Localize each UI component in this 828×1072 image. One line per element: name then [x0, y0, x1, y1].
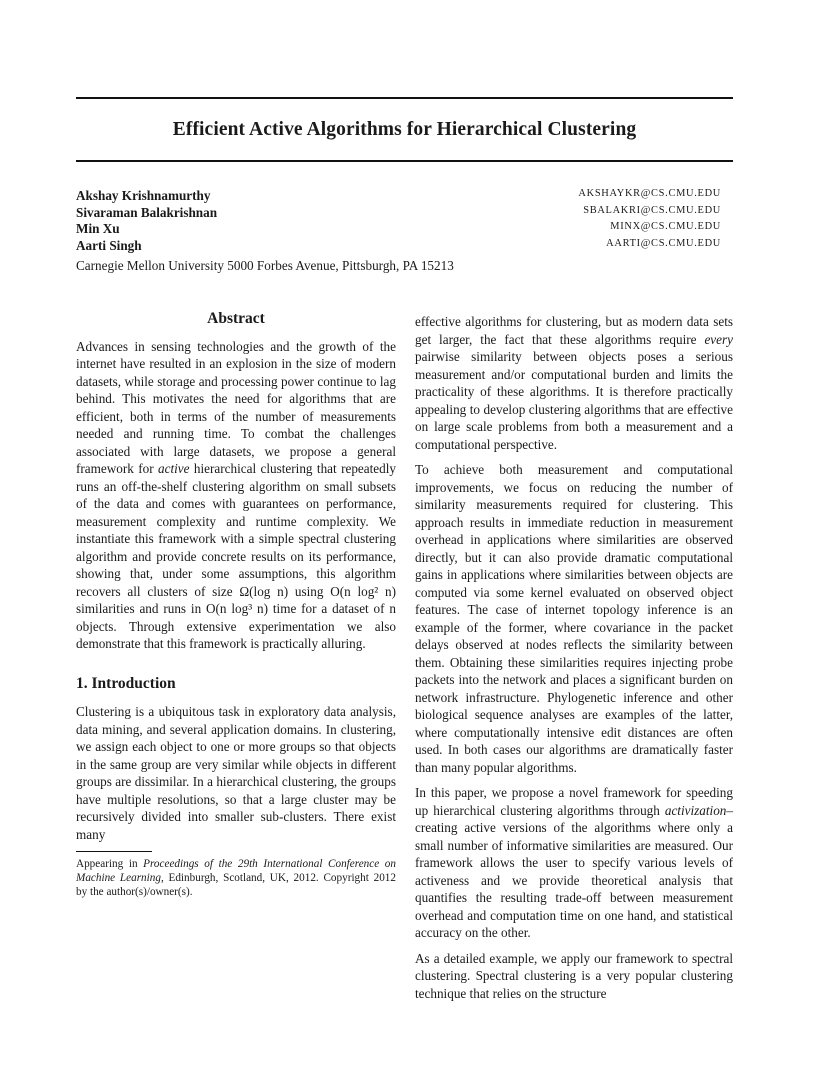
- abstract-heading: Abstract: [207, 310, 265, 327]
- footnote-proceedings: Appearing in Proceedings of the 29th International Conference on Machine Learning, Edinburgh, Scotland, UK, 2012. Copyright 2012 by the author(s)/owner(s).: [76, 858, 396, 898]
- author-name: Aarti Singh: [76, 237, 142, 253]
- paper-title: Efficient Active Algorithms for Hierarchical Clustering: [172, 119, 637, 140]
- author-row: [76, 188, 733, 205]
- body-paragraph: To achieve both measurement and computational improvements, we focus on reducing the number of similarity measurements required for clustering. This approach results in immediate reduction in measurement overhead in applications where similarities are observed directly, but it can also provide dramatic computational gains in applications where similarities between objects are computed via some kernel evaluated on observed object features. The case of internet topology inference is an example of the former, where covariance in the packet delays observed at nodes reflects the similarity between them. Obtaining these similarities requires injecting probe packets into the network and places a significant burden on network infrastructure. Phylogenetic inference and other biological sequence analyses are examples of the latter, where computationally intensive edit distances are often used. In both cases our algorithms are dramatically faster than many popular algorithms.: [415, 462, 733, 775]
- section-heading-introduction: 1. Introduction: [76, 674, 176, 692]
- author-name: Akshay Krishnamurthy: [76, 188, 211, 203]
- author-name: Min Xu: [76, 221, 120, 236]
- author-row: [76, 221, 733, 238]
- body-paragraph: effective algorithms for clustering, but as modern data sets get larger, the fact that these algorithms require every pairwise similarity between objects poses a serious measurement and/or computational burden and limits the practicality of these algorithms. It is therefore practically appealing to develop clustering algorithms that are effective on large scale problems from both a measurement and a computational perspective.: [415, 314, 733, 452]
- top-rule: [76, 97, 733, 99]
- footnote-rule: [76, 851, 152, 852]
- affiliation: Carnegie Mellon University 5000 Forbes Avenue, Pittsburgh, PA 15213: [76, 258, 454, 273]
- author-list: [76, 188, 733, 254]
- right-column: [415, 313, 733, 1010]
- author-email: MINX@CS.CMU.EDU: [610, 221, 721, 232]
- author-email: AKSHAYKR@CS.CMU.EDU: [578, 188, 721, 199]
- intro-paragraph: Clustering is a ubiquitous task in exploratory data analysis, data mining, and several application domains. In clustering, we assign each object to one or more groups so that objects in the same group are very similar while objects in different groups are dissimilar. In a hierarchical clustering, the groups have multiple resolutions, so that a large cluster may be recursively divided into smaller sub-clusters. There exist many: [76, 704, 396, 842]
- left-column: [76, 310, 396, 899]
- body-paragraph: As a detailed example, we apply our framework to spectral clustering. Spectral clustering is a very popular clustering technique that relies on the structure: [415, 950, 733, 1001]
- author-email: SBALAKRI@CS.CMU.EDU: [583, 204, 721, 216]
- author-row: [76, 205, 733, 222]
- body-paragraph: In this paper, we propose a novel framework for speeding up hierarchical clustering algorithms through activization–creating active versions of the algorithms where only a small number of informative similarities are measured. Our framework allows the user to specify various levels of activeness and we provide theoretical analysis that quantifies the resulting trade-off between measurement overhead and computation time on one hand, and statistical accuracy on the other.: [415, 785, 733, 940]
- author-email: AARTI@CS.CMU.EDU: [606, 237, 721, 249]
- author-row: [76, 238, 733, 255]
- author-name: Sivaraman Balakrishnan: [76, 204, 218, 220]
- abstract-text: Advances in sensing technologies and the growth of the internet have resulted in an explosion in the size of modern datasets, while storage and processing power continue to lag behind. This motivates the need for algorithms that are efficient, both in terms of the number of measurements needed and running time. To combat the challenges associated with large datasets, we propose a general framework for active hierarchical clustering that repeatedly runs an off-the-shelf clustering algorithm on small subsets of the data and comes with guarantees on performance, measurement complexity and runtime complexity. We instantiate this framework with a simple spectral clustering algorithm and provide concrete results on its performance, showing that, under some assumptions, this algorithm recovers all clusters of size Ω(log n) using O(n log² n) similarities and runs in O(n log³ n) time for a dataset of n objects. Through extensive experimentation we also demonstrate that this framework is practically alluring.: [76, 338, 396, 651]
- title-bottom-rule: [76, 160, 733, 162]
